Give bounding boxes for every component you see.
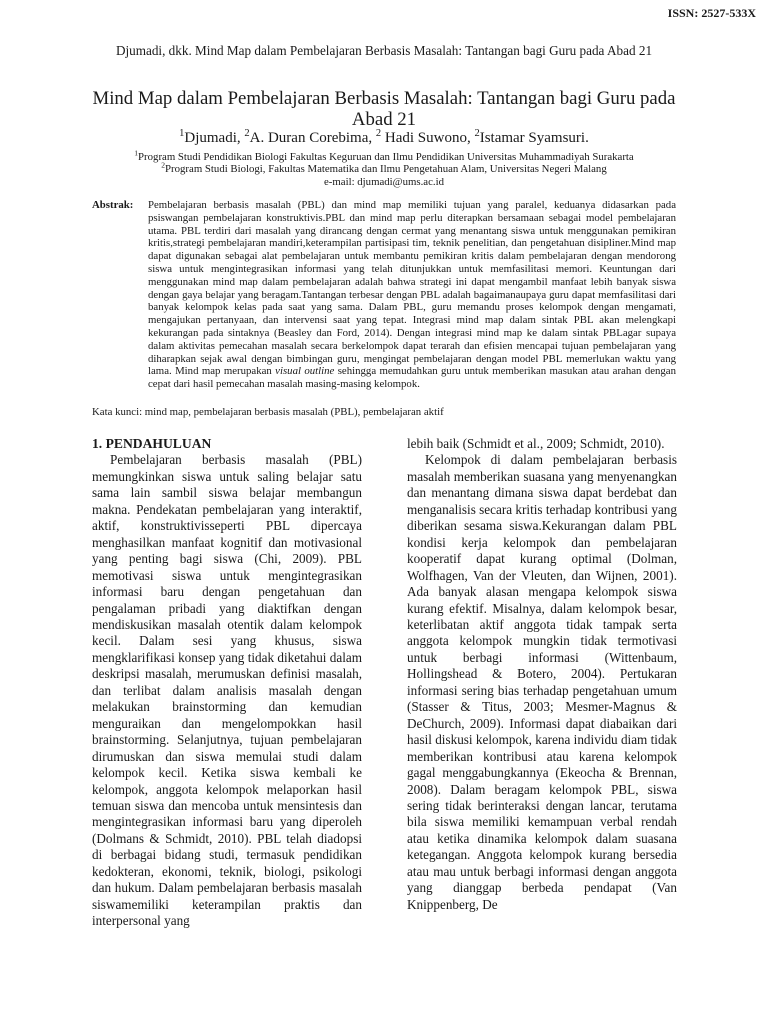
author-name: Djumadi,	[184, 130, 245, 146]
abstract-italic: visual outline	[275, 365, 335, 378]
keywords: Kata kunci: mind map, pembelajaran berbasis masalah (PBL), pembelajaran aktif	[92, 406, 444, 418]
contact-email: e-mail: djumadi@ums.ac.id	[324, 176, 444, 188]
body-column-right	[407, 436, 677, 913]
section-heading: 1. PENDAHULUAN	[92, 436, 212, 451]
paper-title: Mind Map dalam Pembelajaran Berbasis Masalah: Tantangan bagi Guru pada Abad 21	[92, 88, 676, 130]
body-column-left	[92, 436, 362, 930]
affiliation-2: $^2$Program Studi Biologi, Fakultas Matematika dan Ilmu Pengetahuan Alam, Universitas Negeri Malang	[161, 160, 607, 175]
author-name: Hadi Suwono,	[381, 130, 475, 146]
author-name: Istamar Syamsuri.	[479, 130, 589, 146]
paragraph: Kelompok di dalam pembelajaran berbasis masalah memberikan suasana yang menyenangkan dan menantang dimana siswa dapat berdebat dan menganalisis secara kritis terhadap kontribusi yang diberikan sesama siswa.Kekurangan dalam PBL kondisi kerja kelompok dan pembelajaran kooperatif dapat kurang optimal (Dolman, Wolfhagen, Van der Vleuten, dan Wijnen, 2001). Ada banyak alasan mengapa kelompok siswa kurang efektif. Misalnya, dalam kelompok besar, keterlibatan aktif anggota tidak tampak serta anggota kelompok mungkin tidak termotivasi untuk berbagi informasi (Wittenbaum, Hollingshead & Botero, 2004). Pertukaran informasi sering bias terhadap pengetahuan umum (Stasser & Titus, 2003; Mesmer-Magnus & DeChurch, 2009). Informasi dapat diabaikan dari hasil diskusi kelompok, karena individu diam tidak memberikan kontribusi atau karena kelompok gagal menggabungkannya (Ekeocha & Brennan, 2008). Dalam beragam kelompok PBL, siswa sering tidak berinteraksi dengan lancar, terutama bila siswa memiliki kemampuan verbal rendah atau ketika dinamika kelompok dalam suasana ketegangan. Anggota kelompok kurang bersedia atau mau untuk berbagi informasi dengan anggota yang dianggap berbeda pendapat (Van Knippenberg, De	[407, 452, 677, 912]
issn-label: ISSN: 2527-533X	[667, 6, 756, 20]
paragraph: lebih baik (Schmidt et al., 2009; Schmidt, 2010).	[407, 436, 665, 451]
running-header: Djumadi, dkk. Mind Map dalam Pembelajaran Berbasis Masalah: Tantangan bagi Guru pada Abad 21	[115, 43, 653, 58]
abstract-label: Abstrak:	[92, 199, 134, 211]
author-name: A. Duran Corebima,	[249, 130, 376, 146]
author-list: $^1$Djumadi, $^2$A. Duran Corebima, $^2$ Hadi Suwono, $^2$Istamar Syamsuri.	[179, 128, 589, 146]
affiliation-1: $^1$Program Studi Pendidikan Biologi Fakultas Keguruan dan Ilmu Pendidikan Universitas Muhammadiyah Surakarta	[134, 148, 634, 163]
paragraph: Pembelajaran berbasis masalah (PBL) memungkinkan siswa untuk saling belajar satu sama lain sambil siswa belajar membangun makna. Pendekatan pembelajaran yang interaktif, aktif, konstruktivisseperti PBL dipercaya menghasilkan manfaat kognitif dan motivasional yang penting bagi siswa (Chi, 2009). PBL memotivasi siswa untuk mengintegrasikan informasi baru dengan pengetahuan dan pengalaman pribadi yang diaktifkan dengan mendiskusikan masalah otentik dalam kelompok kecil. Dalam sesi yang khusus, siswa mengklarifikasi konsep yang tidak diketahui dalam deskripsi masalah, merumuskan definisi masalah, dan terlibat dalam analisis masalah dengan melakukan brainstorming dan kemudian menguraikan dan mengelompokkan hasil brainstorming. Selanjutnya, tujuan pembelajaran dirumuskan dan siswa memulai studi dalam kelompok kecil. Ketika siswa kembali ke kelompok, anggota kelompok melaporkan hasil temuan siswa dan mencoba untuk mensintesis dan mengintegrasikan informasi baru yang diperoleh (Dolmans & Schmidt, 2010). PBL telah diadopsi di berbagai bidang studi, termasuk pendidikan kedokteran, ekonomi, teknik, biologi, psikologi dan hukum. Dalam pembelajaran berbasis masalah siswamemiliki keterampilan praktis dan interpersonal yang	[92, 452, 362, 929]
abstract-text: Pembelajaran berbasis masalah (PBL) dan mind map memiliki tujuan yang paralel, keduanya didasarkan pada psiswangan pembelajaran konstruktivis.PBL dan mind map perlu diterapkan bersamaan sebagai model pembelajaran utama. PBL terdiri dari masalah yang dirancang dengan cermat yang menantang siswa untuk menggunakan pemikiran kritis,strategi pembelajaran mandiri,keterampilan partisipasi tim, teknik penelitian, dan pengetahuan disipliner.Mind map dapat digunakan sebagai alat pembelajaran untuk membantu pemikiran kritis dalam pembelajaran dengan mendorong siswa untuk mengintegrasikan informasi yang telah ditunjukkan untuk memfasilitasi memori. Keuntungan dari menggunakan mind map dalam pembelajaran adalah bahwa strategi ini dapat mengambil manfaat lebih banyak siswa dengan gaya belajar yang beragam.Tantangan terbesar dengan PBL adalah bagaimanaupaya guru dapat memfasilitasi dari banyak kelompok kelas pada saat yang sama. Dalam PBL, guru memandu proses kelompok dengan mengamati, mengajukan pertanyaan, dan intervensi saat yang tepat. Integrasi mind map dalam sintak PBL akan melengkapi kekurangan pada sintaknya (Beasley dan Ford, 2014). Dengan integrasi mind map ke dalam sintak PBLagar supaya dalam aktivitas pemecahan masalah secara berkelompok dapat terarah dan efisien mencapai tujuan pembelajaran yang diharapkan sejak awal dengan bimbingan guru, mengingat pembelajaran dengan model PBL memerlukan waktu yang lama. Mind map merupakan visual outline sehingga memudahkan guru untuk memberikan masukan atau arahan dengan cepat dari hasil pemecahan masalah masing-masing kelompok.	[148, 199, 676, 391]
